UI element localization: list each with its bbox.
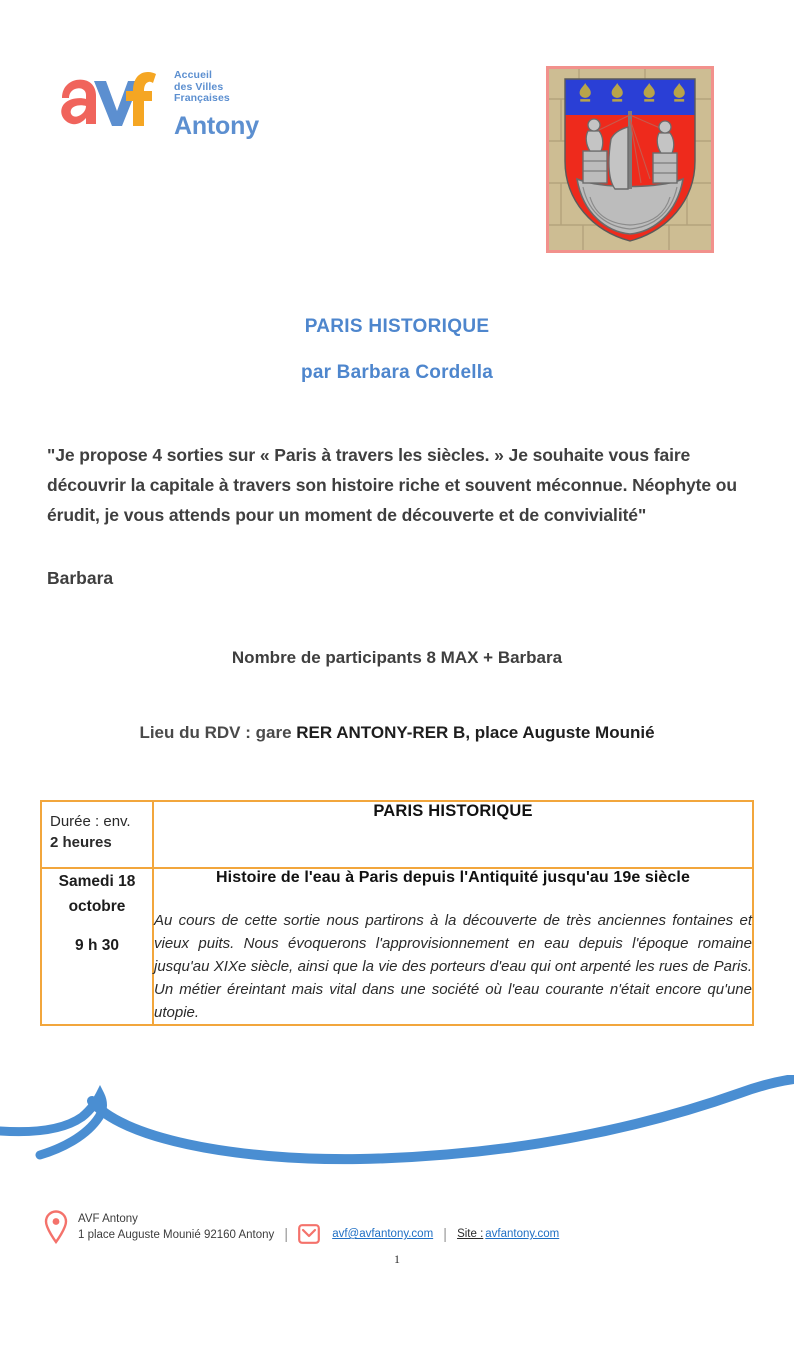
outing-title: Histoire de l'eau à Paris depuis l'Antiquité jusqu'au 19e siècle [216,869,690,886]
outings-table [40,800,754,1026]
meeting-point [0,723,794,743]
duration-cell [41,801,153,868]
footer-separator-1: | [284,1225,289,1243]
outing-description: Au cours de cette sortie nous partirons à la découverte de très anciennes fontaines et vieux puits. Nous évoquerons l'approvisionnement en eau depuis l'époque romaine jusqu'au XIXe siècle, ainsi que la vie des porteurs d'eau qui ont arpenté les rues de Paris. Un métier éreintant mais vital dans une société où l'eau courante n'était encore qu'une utopie. [154,912,752,1021]
meeting-point-place: RER ANTONY-RER B, place Auguste Mounié [296,723,655,742]
footer-address: 1 place Auguste Mounié 92160 Antony [78,1229,275,1241]
table-row [41,868,753,1025]
intro-signature: Barbara [47,568,114,588]
decorative-swoosh [0,1075,794,1185]
page-title: PARIS HISTORIQUE [304,316,490,337]
outing-date-cell [41,868,153,1025]
table-title-cell: PARIS HISTORIQUE [153,801,753,868]
logo-tagline-line-3: Françaises [174,92,230,104]
avf-logo-mark-icon [56,68,168,132]
page-subtitle: par Barbara Cordella [301,362,493,383]
document-header [0,0,794,270]
intro-quote: "Je propose 4 sorties sur « Paris à travers les siècles. » Je souhaite vous faire découvrir la capitale à travers son histoire riche et souvent méconnue. Néophyte ou érudit, je vous attends pour un moment de découverte et de convivialité" [47,445,737,525]
location-pin-icon [44,1210,68,1244]
participants-count: Nombre de participants 8 MAX + Barbara [231,648,563,667]
paris-coat-of-arms-image [546,66,714,253]
page-number: 1 [394,1252,400,1266]
avf-logo-text [174,68,259,141]
duration-label: Durée : env. [50,813,131,830]
email-link[interactable]: avf@avfantony.com [332,1228,434,1240]
meeting-point-prefix: Lieu du RDV : gare [139,723,297,742]
footer-address-block [78,1211,274,1243]
table-header-row [41,801,753,868]
outing-date-line-1: Samedi 18 [58,873,136,890]
duration-value: 2 heures [50,834,112,851]
outing-date-line-2: octobre [68,898,126,915]
outing-time: 9 h 30 [75,937,119,954]
outing-content-cell [153,868,753,1025]
footer-separator-2: | [443,1225,448,1243]
logo-tagline-line-2: des Villes [174,80,224,93]
website-link[interactable]: avfantony.com [485,1228,560,1240]
avf-logo [56,68,259,141]
footer-org-name: AVF Antony [78,1213,138,1225]
logo-tagline-line-1: Accueil [174,69,213,81]
envelope-icon [298,1224,320,1244]
logo-city-name: Antony [174,111,259,140]
site-label: Site : [457,1228,484,1240]
